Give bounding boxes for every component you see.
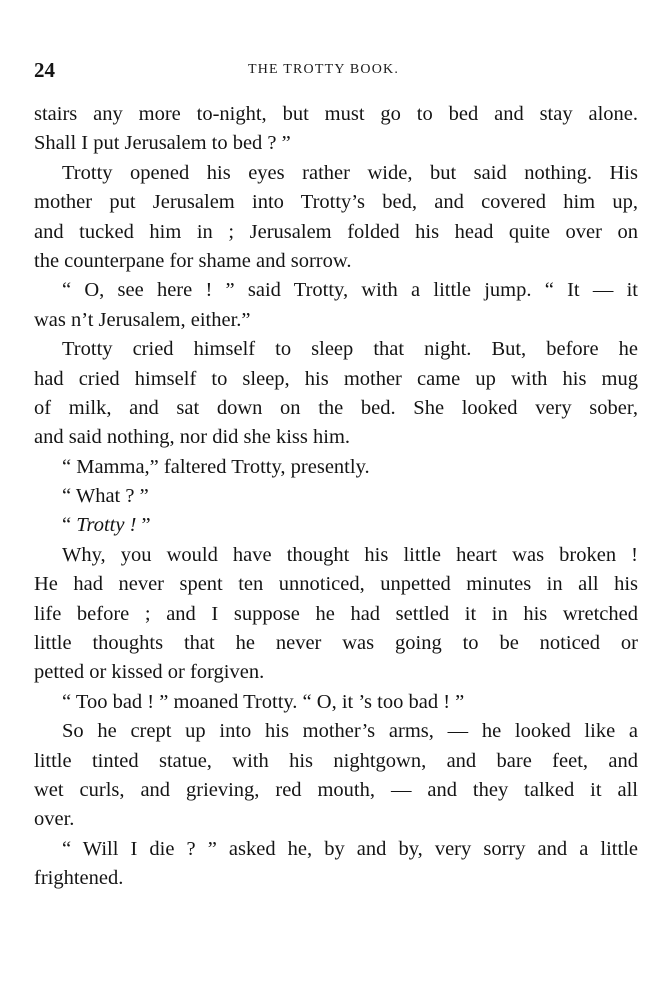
text-line: “ What ? ” (62, 485, 149, 508)
text-line: Why, you would have thought his little heart was broken ! (62, 543, 638, 566)
text-line: of milk, and sat down on the bed. She looked very sober, (34, 396, 638, 419)
page-number: 24 (34, 58, 55, 82)
text-line: and tucked him in ; Jerusalem folded his head quite over on (34, 220, 638, 243)
text-line: little thoughts that he never was going to be noticed or (34, 632, 638, 655)
body-text (34, 100, 638, 894)
text-line: So he crept up into his mother’s arms, — he looked like a (62, 720, 638, 743)
open-quote: “ (62, 514, 77, 537)
text-line: He had never spent ten unnoticed, unpetted minutes in all his (34, 573, 638, 596)
text-line: “ Too bad ! ” moaned Trotty. “ O, it ’s too bad ! ” (62, 690, 465, 713)
text-line: “ O, see here ! ” said Trotty, with a little jump. “ It — it (62, 279, 638, 302)
page-header (34, 58, 634, 84)
text-line: mother put Jerusalem into Trotty’s bed, and covered him up, (34, 191, 638, 214)
text-line: over. (34, 808, 75, 831)
text-line: was n’t Jerusalem, either.” (34, 308, 251, 331)
text-line: “ Will I die ? ” asked he, by and by, very sorry and a little (62, 837, 638, 860)
text-line: Trotty opened his eyes rather wide, but said nothing. His (62, 161, 638, 184)
italic-name: Trotty ! (76, 514, 137, 537)
text-line: little tinted statue, with his nightgown, and bare feet, and (34, 749, 638, 772)
text-line: frightened. (34, 867, 124, 890)
text-line: life before ; and I suppose he had settled it in his wretched (34, 602, 638, 625)
text-line: and said nothing, nor did she kiss him. (34, 426, 351, 449)
close-quote: ” (136, 514, 151, 537)
text-line: had cried himself to sleep, his mother came up with his mug (34, 367, 638, 390)
text-line: petted or kissed or forgiven. (34, 661, 265, 684)
running-head: THE TROTTY BOOK. (248, 62, 400, 77)
text-line (34, 511, 638, 540)
text-line: Shall I put Jerusalem to bed ? ” (34, 132, 291, 155)
text-line: the counterpane for shame and sorrow. (34, 249, 352, 272)
text-line: “ Mamma,” faltered Trotty, presently. (62, 455, 370, 478)
text-line: Trotty cried himself to sleep that night. But, before he (62, 338, 638, 361)
text-line: stairs any more to-night, but must go to bed and stay alone. (34, 103, 638, 125)
text-line: wet curls, and grieving, red mouth, — and they talked it all (34, 778, 638, 801)
